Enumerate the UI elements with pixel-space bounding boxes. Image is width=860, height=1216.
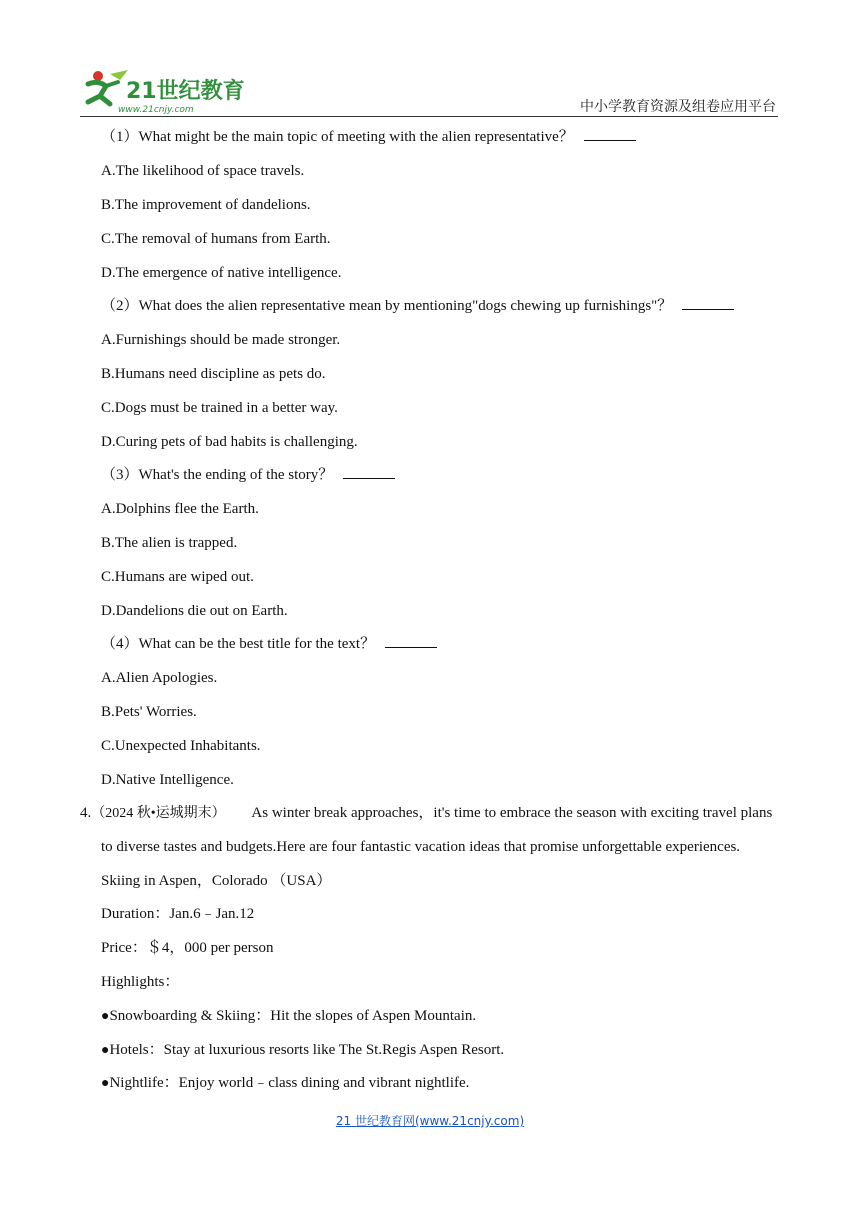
option: C.Humans are wiped out. bbox=[101, 569, 254, 585]
answer-blank bbox=[343, 466, 395, 479]
highlight-item: ●Nightlife：Enjoy world﹣class dining and vibrant nightlife. bbox=[101, 1075, 470, 1091]
footer-link[interactable]: 21 世纪教育网(www.21cnjy.com) bbox=[335, 1114, 525, 1128]
q3-sub2-stem: （2）What does the alien representative mean by mentioning"dogs chewing up furnishings"？ bbox=[101, 297, 734, 315]
option: A.Alien Apologies. bbox=[101, 670, 218, 686]
option: A.Dolphins flee the Earth. bbox=[101, 501, 259, 517]
page-header bbox=[80, 66, 778, 118]
question-4-header bbox=[80, 804, 772, 823]
option: B.Pets' Worries. bbox=[101, 704, 197, 720]
option: B.The improvement of dandelions. bbox=[101, 197, 311, 213]
highlight-item: ●Hotels：Stay at luxurious resorts like The St.Regis Aspen Resort. bbox=[101, 1042, 505, 1058]
trip-title: Skiing in Aspen，Colorado （USA） bbox=[101, 873, 332, 889]
option: C.Unexpected Inhabitants. bbox=[101, 738, 261, 754]
answer-blank bbox=[584, 128, 636, 141]
platform-name: 中小学教育资源及组卷应用平台 bbox=[580, 99, 776, 115]
option: C.The removal of humans from Earth. bbox=[101, 231, 331, 247]
q3-sub1-stem: （1）What might be the main topic of meeting with the alien representative？ bbox=[101, 128, 636, 146]
highlight-item: ●Snowboarding & Skiing：Hit the slopes of Aspen Mountain. bbox=[101, 1008, 477, 1024]
highlights-label: Highlights： bbox=[101, 974, 180, 990]
option: C.Dogs must be trained in a better way. bbox=[101, 400, 338, 416]
question-number: 4. bbox=[80, 805, 92, 821]
answer-blank bbox=[682, 297, 734, 310]
q4-intro-line1: As winter break approaches，it's time to embrace the season with exciting travel plans bbox=[251, 805, 773, 821]
question-source: （2024 秋•运城期末） bbox=[91, 806, 226, 821]
option: A.The likelihood of space travels. bbox=[101, 163, 305, 179]
trip-duration: Duration：Jan.6﹣Jan.12 bbox=[101, 906, 255, 922]
option: D.Dandelions die out on Earth. bbox=[101, 603, 288, 619]
svg-text:21世纪教育: 21世纪教育 bbox=[126, 79, 245, 104]
option: B.Humans need discipline as pets do. bbox=[101, 366, 326, 382]
bullet-icon: ● bbox=[101, 1009, 110, 1024]
option: D.The emergence of native intelligence. bbox=[101, 265, 342, 281]
q3-sub4-stem: （4）What can be the best title for the text？ bbox=[101, 635, 437, 653]
logo bbox=[80, 66, 250, 116]
svg-text:www.21cnjy.com: www.21cnjy.com bbox=[118, 105, 194, 115]
q3-sub3-stem: （3）What's the ending of the story？ bbox=[101, 466, 395, 484]
option: D.Native Intelligence. bbox=[101, 772, 234, 788]
bullet-icon: ● bbox=[101, 1043, 110, 1058]
option: B.The alien is trapped. bbox=[101, 535, 238, 551]
option: D.Curing pets of bad habits is challenging. bbox=[101, 434, 358, 450]
q4-intro-line2: to diverse tastes and budgets.Here are four fantastic vacation ideas that promise unforgettable experiences. bbox=[101, 839, 741, 855]
trip-price: Price：＄4，000 per person bbox=[101, 940, 274, 956]
header-divider bbox=[80, 116, 778, 117]
bullet-icon: ● bbox=[101, 1076, 110, 1091]
option: A.Furnishings should be made stronger. bbox=[101, 332, 341, 348]
answer-blank bbox=[385, 635, 437, 648]
